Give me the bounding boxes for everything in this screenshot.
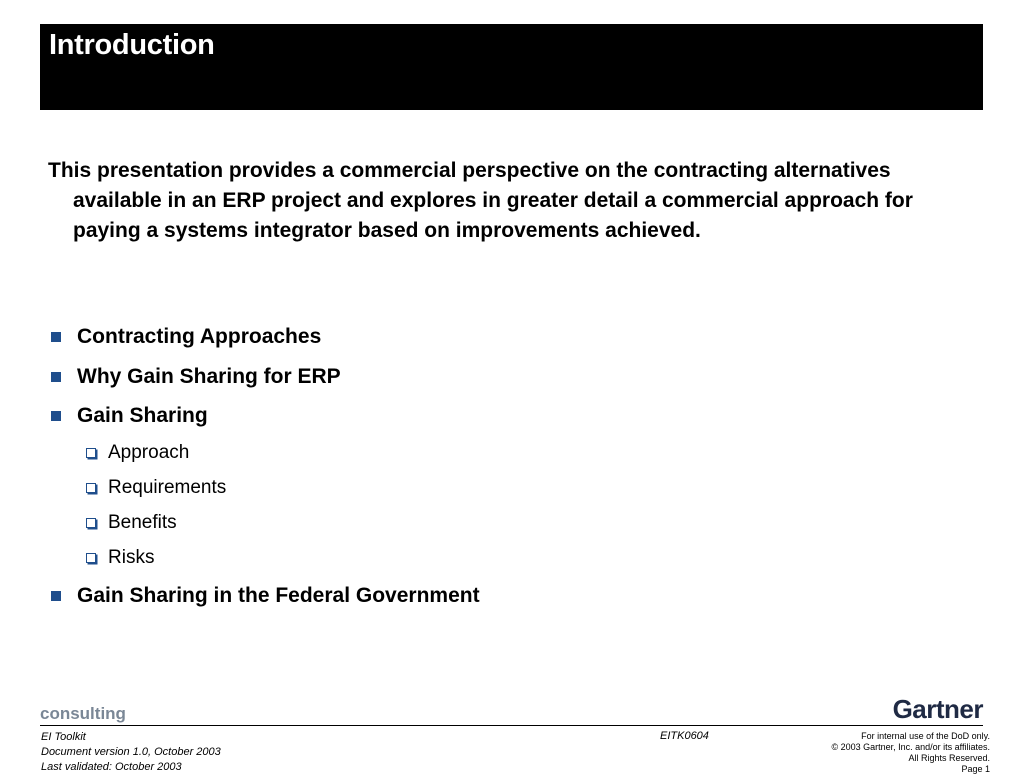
square-bullet-icon	[51, 411, 61, 421]
internal-use-note: For internal use of the DoD only.	[861, 731, 990, 741]
gartner-logo: Gartner	[892, 694, 983, 724]
toolkit-name: EI Toolkit	[41, 731, 86, 743]
copyright: © 2003 Gartner, Inc. and/or its affiliates.	[831, 742, 990, 752]
consulting-logo: consulting	[40, 704, 126, 723]
sub-bullet-item	[86, 442, 189, 464]
sub-bullet-item	[86, 547, 154, 569]
square-bullet-icon	[51, 332, 61, 342]
sub-bullet-text: Approach	[108, 442, 190, 463]
legal-notice	[831, 731, 990, 775]
sub-bullet-item	[86, 512, 177, 534]
document-version: Document version 1.0, October 2003	[41, 746, 221, 758]
document-code: EITK0604	[660, 730, 709, 742]
sub-bullet-item	[86, 477, 226, 499]
bullet-text: Gain Sharing	[77, 404, 208, 427]
square-bullet-icon	[51, 372, 61, 382]
sub-bullet-text: Benefits	[108, 512, 177, 533]
page-number: Page 1	[961, 764, 990, 774]
hollow-box-bullet-icon	[86, 553, 96, 563]
hollow-box-bullet-icon	[86, 518, 96, 528]
bullet-item	[48, 325, 321, 349]
last-validated: Last validated: October 2003	[41, 761, 182, 773]
bullet-text: Contracting Approaches	[77, 325, 322, 348]
bullet-item	[48, 404, 208, 428]
footer-divider	[40, 725, 983, 726]
document-info	[41, 730, 221, 775]
bullet-item	[48, 365, 341, 389]
bullet-item	[48, 584, 480, 608]
sub-bullet-text: Risks	[108, 547, 155, 568]
title-bar	[40, 24, 983, 110]
square-bullet-icon	[51, 591, 61, 601]
bullet-text: Gain Sharing in the Federal Government	[77, 584, 480, 607]
sub-bullet-text: Requirements	[108, 477, 227, 498]
slide-title: Introduction	[49, 29, 215, 61]
hollow-box-bullet-icon	[86, 483, 96, 493]
rights-reserved: All Rights Reserved.	[908, 753, 990, 763]
intro-paragraph: This presentation provides a commercial perspective on the contracting alternatives available in an ERP project and explores in greater detail a commercial approach for paying a systems integrator based on improvements achieved.	[48, 159, 913, 242]
bullet-text: Why Gain Sharing for ERP	[77, 365, 341, 388]
hollow-box-bullet-icon	[86, 448, 96, 458]
